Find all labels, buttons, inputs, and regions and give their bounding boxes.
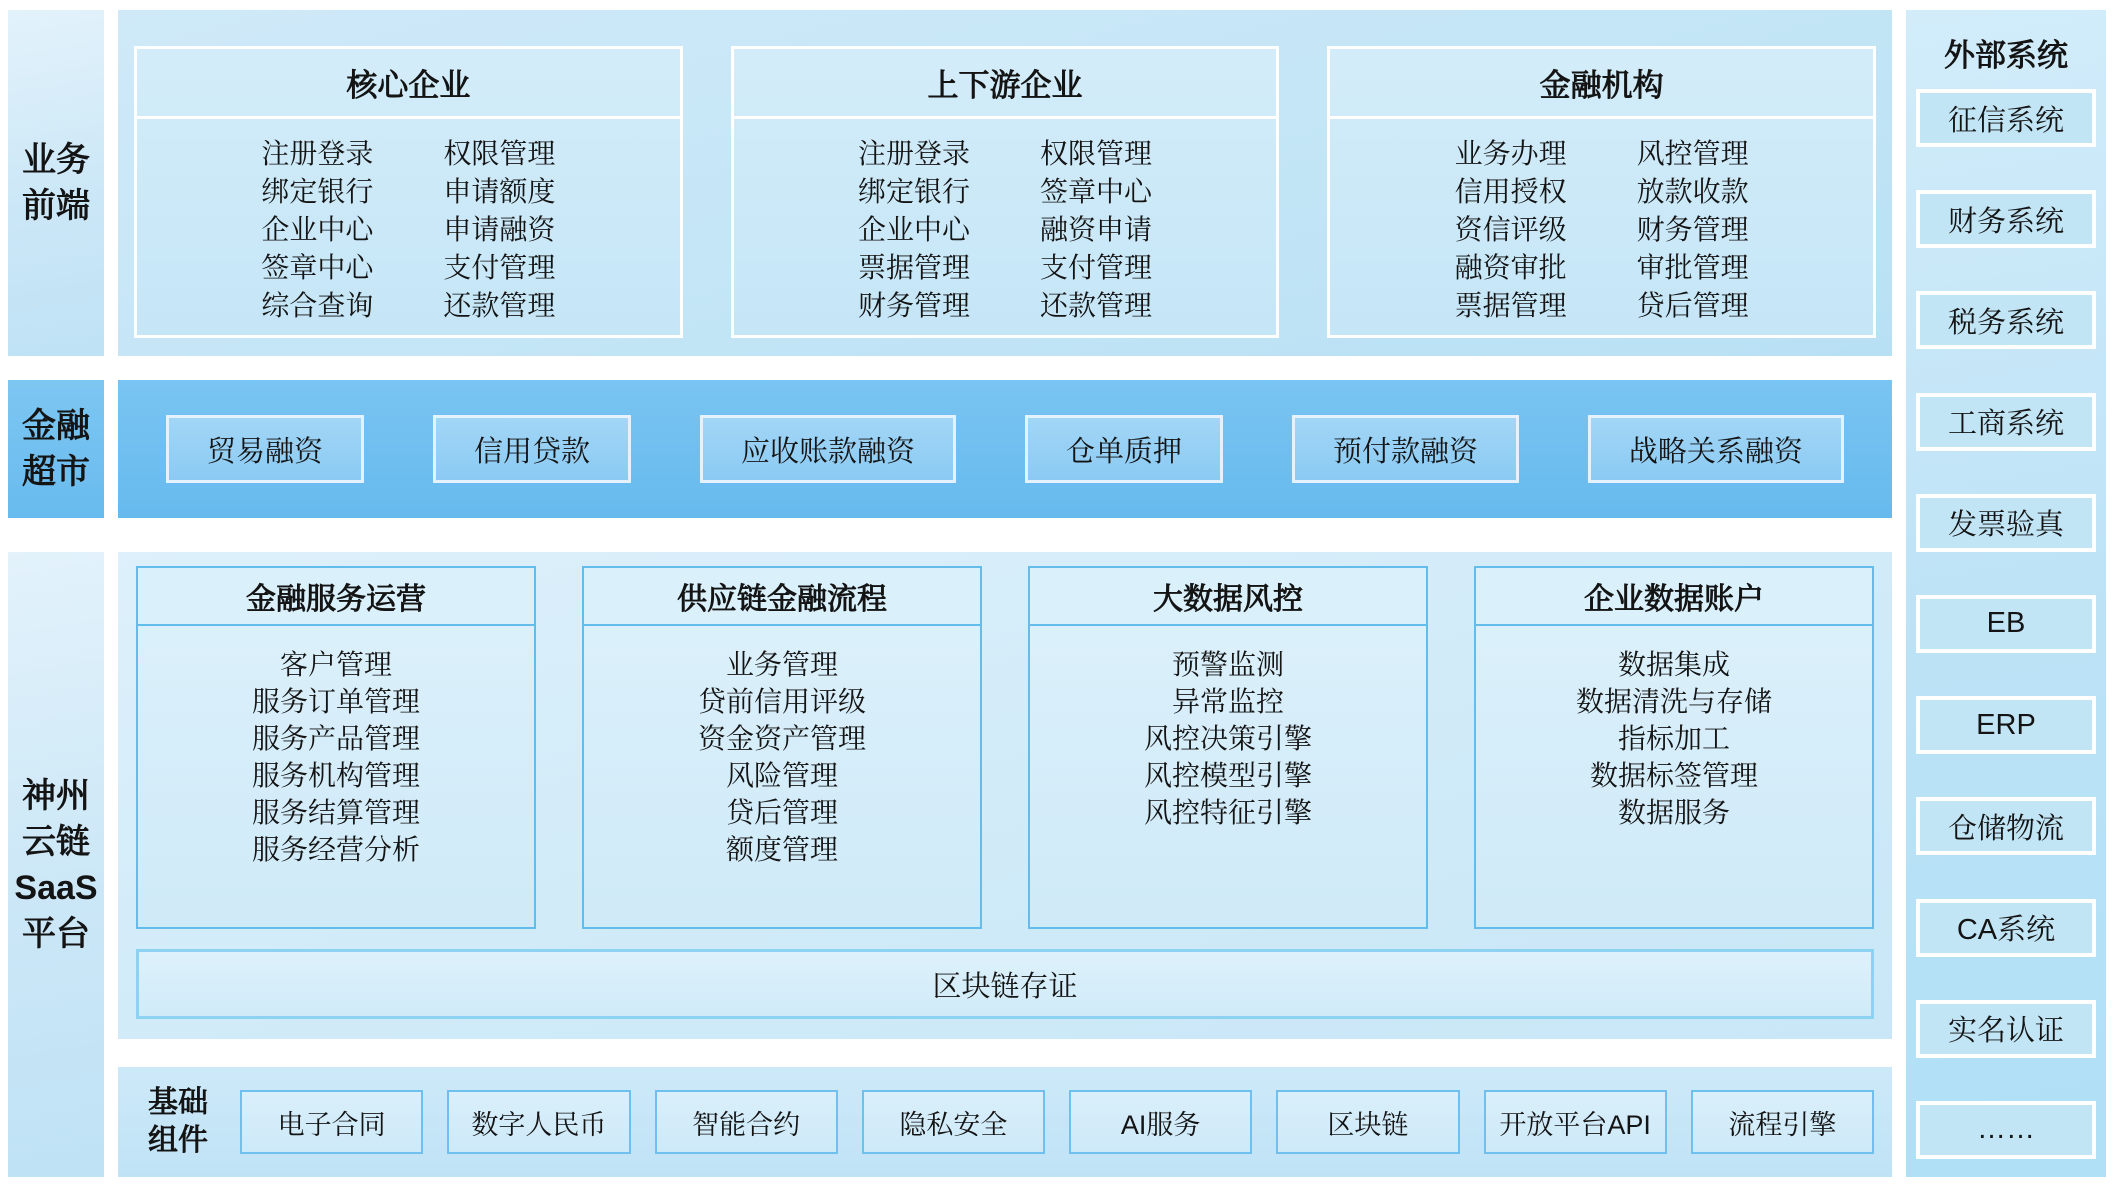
rail-label-line: 平台 [22, 914, 90, 953]
saas-box-body [138, 626, 534, 927]
saas-box [136, 566, 536, 929]
saas-box-item: 风控决策引擎 [1143, 723, 1312, 754]
saas-box-item: 数据清洗与存储 [1575, 686, 1772, 717]
component-item: 流程引擎 [1691, 1090, 1874, 1154]
saas-platform-section [118, 552, 1892, 1039]
frontend-box-item: 财务管理 [857, 290, 970, 321]
frontend-box-item: 绑定银行 [857, 176, 970, 207]
external-systems-title: 外部系统 [1944, 38, 2068, 73]
saas-box-item: 业务管理 [725, 649, 838, 680]
rail-label-line: 神州 [22, 776, 90, 815]
saas-box-body [1030, 626, 1426, 927]
frontend-box-item: 企业中心 [857, 214, 970, 245]
rail-label-line: 前端 [22, 187, 90, 225]
frontend-box-item: 企业中心 [261, 214, 374, 245]
saas-box-title: 企业数据账户 [1476, 568, 1872, 626]
market-item: 战略关系融资 [1588, 415, 1844, 483]
component-item: 区块链 [1276, 1090, 1459, 1154]
frontend-box-item: 注册登录 [857, 138, 970, 169]
base-components-label-line: 组件 [148, 1124, 208, 1157]
saas-box-item: 客户管理 [279, 649, 392, 680]
frontend-box-item: 签章中心 [1040, 176, 1153, 207]
frontend-box-item: 权限管理 [1040, 138, 1153, 169]
base-components-label [136, 1084, 220, 1160]
saas-box-item: 指标加工 [1617, 723, 1730, 754]
frontend-box-body [137, 119, 680, 335]
main-column [118, 10, 1892, 1177]
business-frontend-section [118, 10, 1892, 356]
frontend-box-item: 放款收款 [1636, 176, 1749, 207]
market-item: 信用贷款 [433, 415, 631, 483]
frontend-box-item: 申请额度 [443, 176, 556, 207]
saas-box-item: 贷前信用评级 [697, 686, 866, 717]
frontend-box-item: 支付管理 [443, 252, 556, 283]
external-system-item: 工商系统 [1916, 393, 2096, 451]
blockchain-evidence-bar: 区块链存证 [136, 949, 1874, 1019]
frontend-box-title: 核心企业 [137, 49, 680, 119]
frontend-box-item: 审批管理 [1636, 252, 1749, 283]
rail-label-line: SaaS [14, 868, 98, 907]
market-item: 仓单质押 [1025, 415, 1223, 483]
market-item: 预付款融资 [1292, 415, 1519, 483]
frontend-box-item: 融资审批 [1454, 252, 1567, 283]
frontend-box-column [1455, 135, 1567, 335]
frontend-box-item: 综合查询 [261, 290, 374, 321]
saas-box-item: 服务产品管理 [251, 723, 420, 754]
component-item: 隐私安全 [862, 1090, 1045, 1154]
saas-box [1028, 566, 1428, 929]
saas-box-item: 数据标签管理 [1589, 760, 1758, 791]
finance-market-section [118, 380, 1892, 518]
left-rail [8, 10, 104, 1177]
frontend-box [1327, 46, 1876, 338]
external-system-item: 实名认证 [1916, 1000, 2096, 1058]
frontend-box-item: 签章中心 [261, 252, 374, 283]
rail-label-line: 业务 [22, 141, 90, 179]
rail-saas-platform-label [8, 552, 104, 1177]
saas-box-item: 资金资产管理 [697, 723, 866, 754]
frontend-box-body [1330, 119, 1873, 335]
frontend-box-item: 还款管理 [443, 290, 556, 321]
saas-box-body [584, 626, 980, 927]
component-item: 数字人民币 [447, 1090, 630, 1154]
rail-label-line: 金融 [22, 407, 90, 445]
saas-box-item: 风控特征引擎 [1143, 797, 1312, 828]
rail-finance-market-label [8, 380, 104, 518]
frontend-box-item: 贷后管理 [1636, 290, 1749, 321]
frontend-box-item: 申请融资 [443, 214, 556, 245]
saas-box-item: 服务订单管理 [251, 686, 420, 717]
external-system-item: EB [1916, 595, 2096, 653]
saas-box-item: 服务结算管理 [251, 797, 420, 828]
external-systems-list [1916, 81, 2096, 1159]
external-system-item: 征信系统 [1916, 89, 2096, 147]
external-system-item: CA系统 [1916, 899, 2096, 957]
external-system-item: 税务系统 [1916, 291, 2096, 349]
saas-box-item: 风险管理 [725, 760, 838, 791]
frontend-box-item: 融资申请 [1040, 214, 1153, 245]
component-item: 开放平台API [1484, 1090, 1667, 1154]
saas-box [1474, 566, 1874, 929]
frontend-box-column [1040, 135, 1152, 335]
frontend-box [731, 46, 1280, 338]
external-system-item: 仓储物流 [1916, 797, 2096, 855]
frontend-box-item: 注册登录 [261, 138, 374, 169]
frontend-box-column [443, 135, 555, 335]
frontend-box-body [734, 119, 1277, 335]
saas-box-item: 风控模型引擎 [1143, 760, 1312, 791]
saas-box-body [1476, 626, 1872, 927]
frontend-box-item: 票据管理 [857, 252, 970, 283]
base-components-label-line: 基础 [148, 1086, 208, 1119]
frontend-box-column [261, 135, 373, 335]
market-item: 应收账款融资 [700, 415, 956, 483]
saas-box-title: 供应链金融流程 [584, 568, 980, 626]
saas-box-item: 异常监控 [1171, 686, 1284, 717]
frontend-box-item: 票据管理 [1454, 290, 1567, 321]
component-item: 智能合约 [655, 1090, 838, 1154]
frontend-box-item: 绑定银行 [261, 176, 374, 207]
saas-box-item: 贷后管理 [725, 797, 838, 828]
rail-label-line: 超市 [22, 453, 90, 491]
component-item: 电子合同 [240, 1090, 423, 1154]
frontend-box-item: 支付管理 [1040, 252, 1153, 283]
saas-box-item: 预警监测 [1171, 649, 1284, 680]
frontend-box-title: 上下游企业 [734, 49, 1277, 119]
saas-box-item: 服务机构管理 [251, 760, 420, 791]
frontend-box-item: 还款管理 [1040, 290, 1153, 321]
saas-box-item: 数据服务 [1617, 797, 1730, 828]
frontend-box-item: 权限管理 [443, 138, 556, 169]
frontend-box-item: 风控管理 [1636, 138, 1749, 169]
external-systems-panel [1906, 10, 2106, 1177]
external-system-item: ERP [1916, 696, 2096, 754]
saas-box-item: 额度管理 [725, 834, 838, 865]
saas-boxes [136, 566, 1874, 929]
frontend-box-item: 财务管理 [1636, 214, 1749, 245]
component-item: AI服务 [1069, 1090, 1252, 1154]
rail-label-line: 云链 [22, 822, 90, 861]
saas-box-item: 数据集成 [1617, 649, 1730, 680]
external-system-item: 财务系统 [1916, 190, 2096, 248]
frontend-box-title: 金融机构 [1330, 49, 1873, 119]
frontend-box-column [858, 135, 970, 335]
external-system-item: …… [1916, 1101, 2096, 1159]
saas-box [582, 566, 982, 929]
frontend-box-item: 信用授权 [1454, 176, 1567, 207]
frontend-box-column [1637, 135, 1749, 335]
saas-box-item: 服务经营分析 [251, 834, 420, 865]
saas-box-title: 金融服务运营 [138, 568, 534, 626]
saas-box-title: 大数据风控 [1030, 568, 1426, 626]
external-system-item: 发票验真 [1916, 494, 2096, 552]
base-components-section [118, 1067, 1892, 1177]
frontend-box-item: 资信评级 [1454, 214, 1567, 245]
market-item: 贸易融资 [166, 415, 364, 483]
frontend-box [134, 46, 683, 338]
rail-business-frontend-label [8, 10, 104, 356]
base-components-items [240, 1090, 1874, 1154]
frontend-box-item: 业务办理 [1454, 138, 1567, 169]
